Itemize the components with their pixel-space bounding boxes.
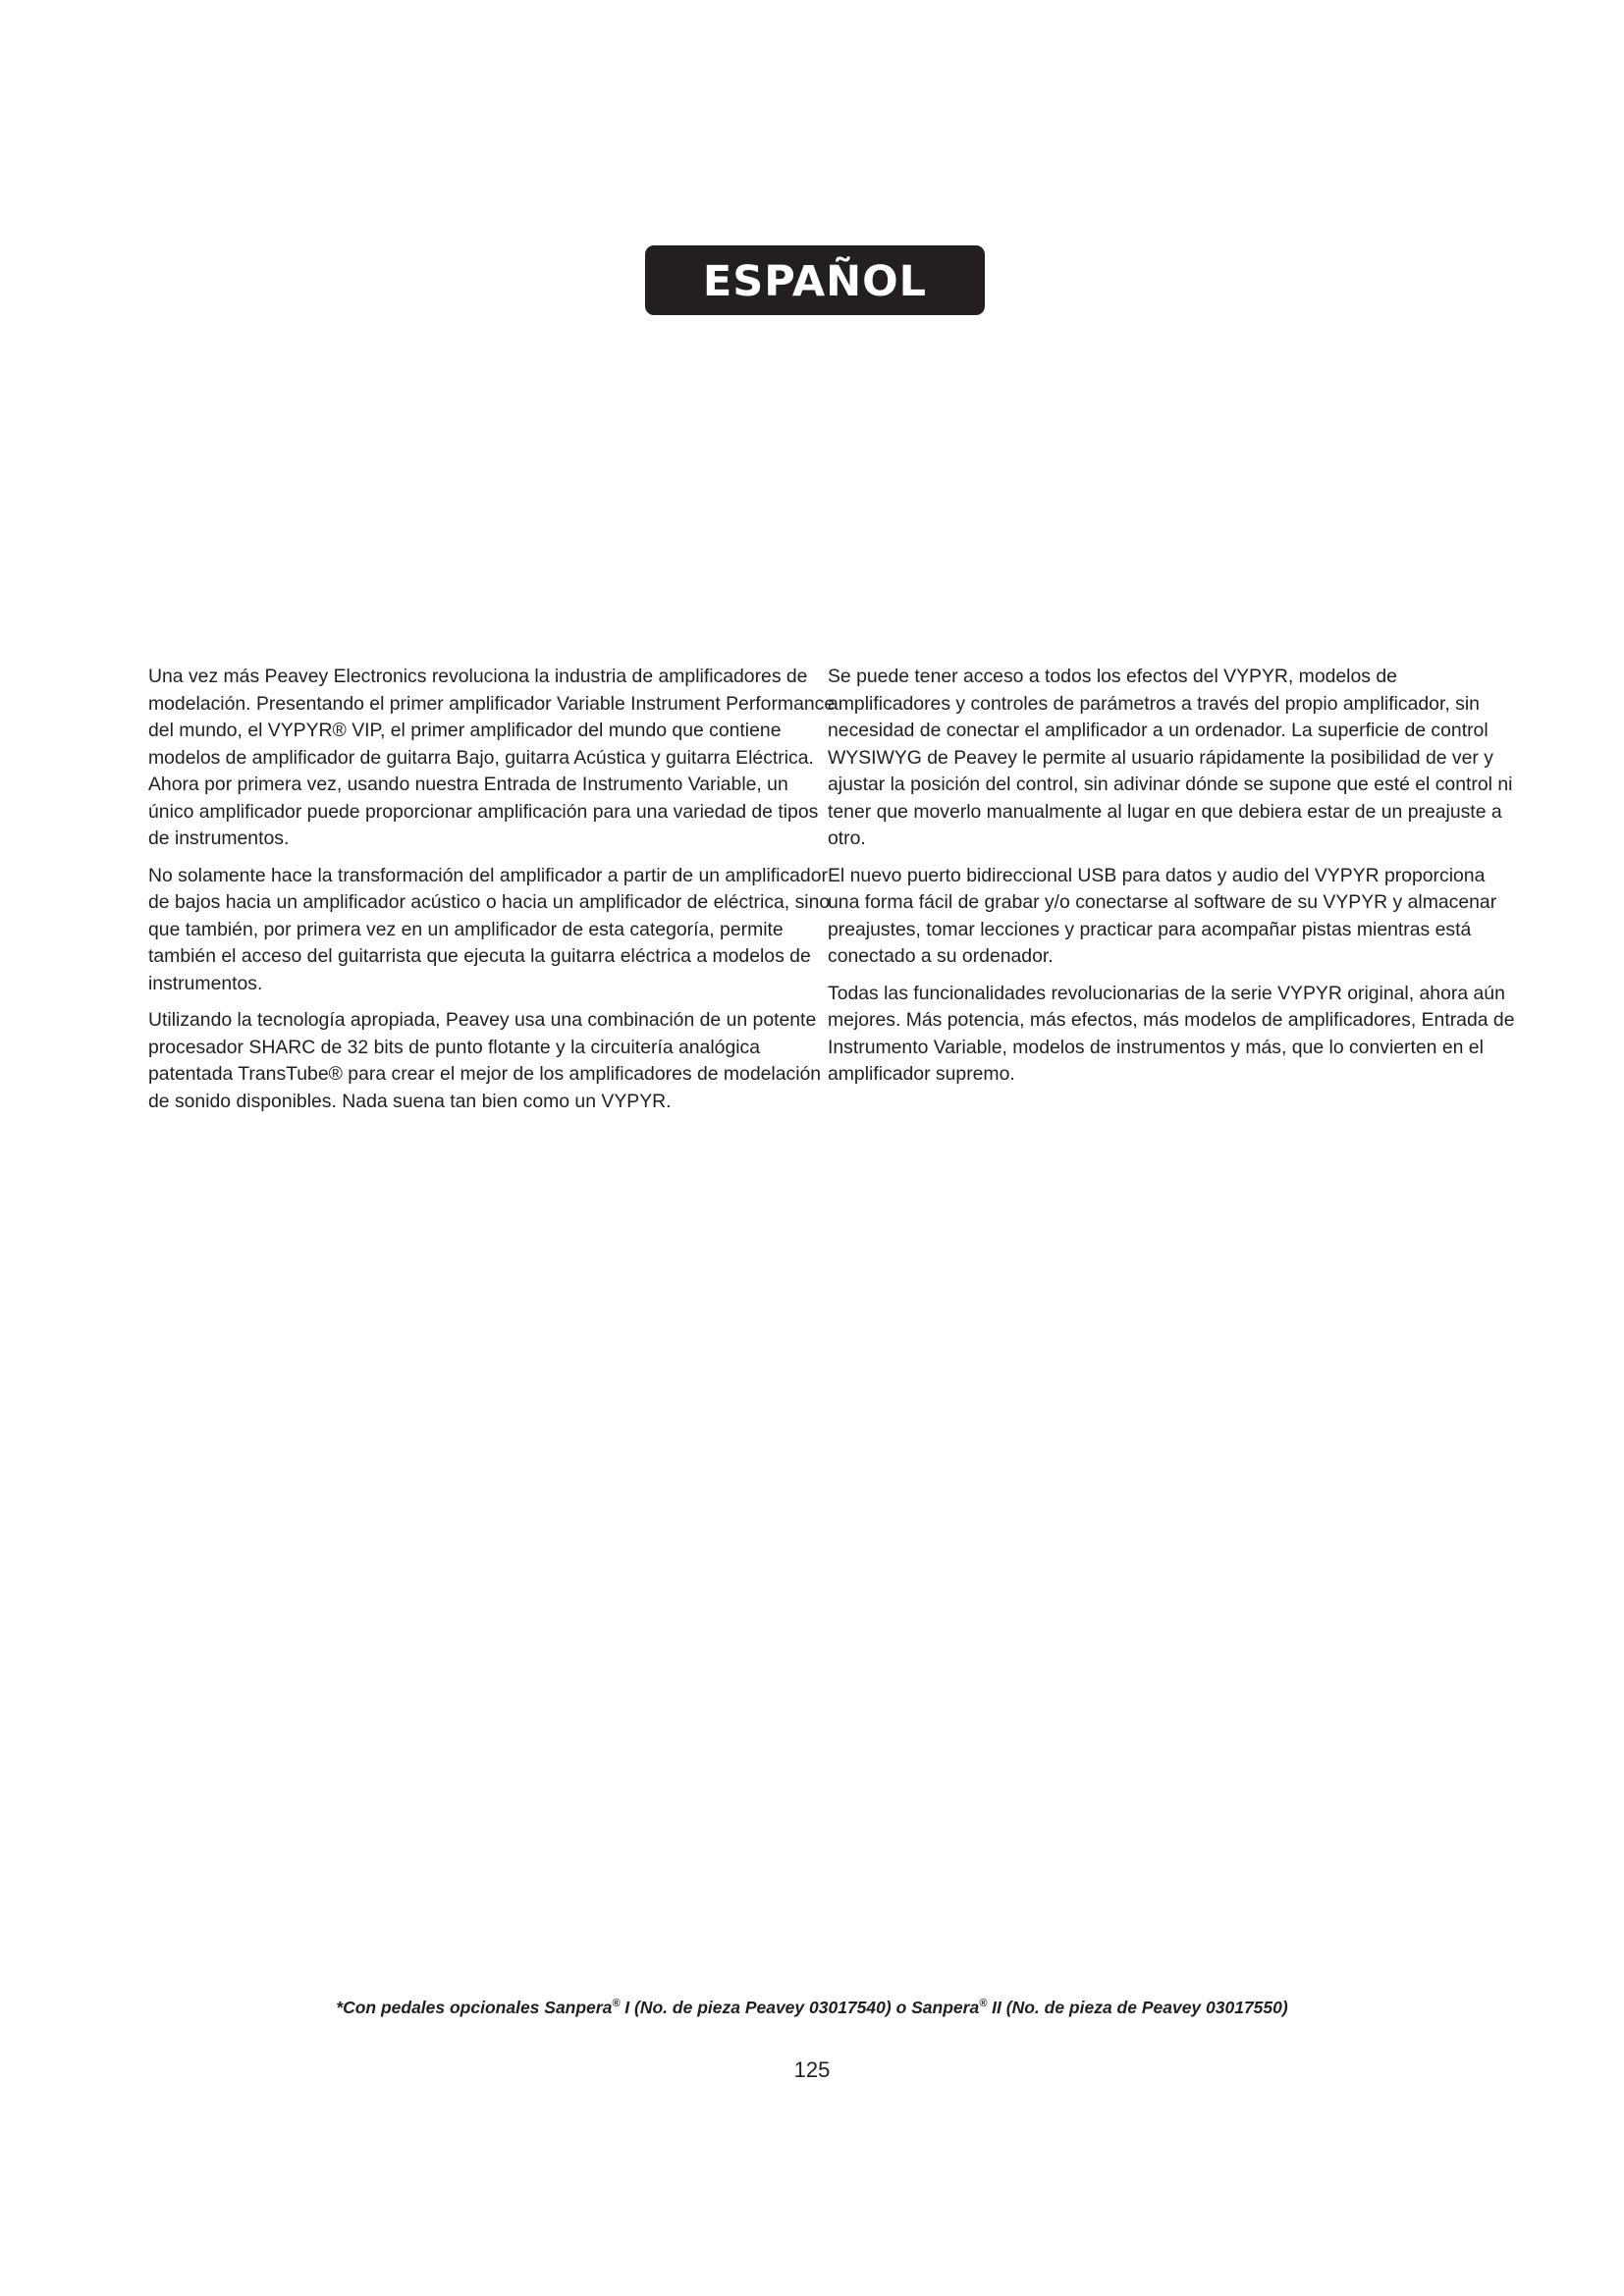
- usb-paragraph: El nuevo puerto bidireccional USB para datos y audio del VYPYR proporciona una forma fácil de grabar y/o conectarse al software de su VYPYR y almacenar preajustes, tomar lecciones y practicar para acompañar pistas mientras está conectado a su ordenador.: [828, 864, 1497, 967]
- features-paragraph: Todas las funcionalidades revolucionarias de la serie VYPYR original, ahora aún mejores. Más potencia, más efectos, más modelos de amplificadores, Entrada de Instrumento Variable, modelos de instrumentos y más, que lo convierten en el amplificador supremo.: [828, 982, 1515, 1085]
- page-number: 125: [793, 2057, 831, 2082]
- footnote-text-1: *Con pedales opcionales Sanpera: [336, 1998, 613, 2017]
- transformation-paragraph: No solamente hace la transformación del amplificador a partir de un amplificador de bajos hacia un amplificador acústico o hacia un amplificador de eléctrica, sino que también, por primera vez en un amplificador de esta categoría, permite también el acceso del guitarrista que ejecuta la guitarra eléctrica a modelos de instrumentos.: [148, 864, 831, 994]
- left-text-column: [148, 664, 836, 1125]
- language-section-header: ESPAÑOL: [645, 245, 985, 315]
- registered-mark: ®: [612, 1998, 621, 2010]
- controls-paragraph: Se puede tener acceso a todos los efectos del VYPYR, modelos de amplificadores y controles de parámetros a través del propio amplificador, sin necesidad de conectar el amplificador a un ordenador. La superficie de control WYSIWYG de Peavey le permite al usuario rápidamente la posibilidad de ver y ajustar la posición del control, sin adivinar dónde se supone que esté el control ni tener que moverlo manualmente al lugar en que debiera estar de un preajuste a otro.: [828, 666, 1513, 849]
- intro-paragraph: Una vez más Peavey Electronics revoluciona la industria de amplificadores de modelación. Presentando el primer amplificador Variable Instrument Performance del mundo, el VYPYR® VIP, el primer amplificador del mundo que contiene modelos de amplificador de guitarra Bajo, guitarra Acústica y guitarra Eléctrica. Ahora por primera vez, usando nuestra Entrada de Instrumento Variable, un único amplificador puede proporcionar amplificación para una variedad de tipos de instrumentos.: [148, 666, 836, 849]
- technology-paragraph: Utilizando la tecnología apropiada, Peavey usa una combinación de un potente procesador SHARC de 32 bits de punto flotante y la circuitería analógica patentada TransTube® para crear el mejor de los amplificadores de modelación de sonido disponibles. Nada suena tan bien como un VYPYR.: [148, 1009, 822, 1112]
- right-text-column: [828, 664, 1515, 1098]
- footnote: [0, 1998, 1624, 2018]
- registered-mark: ®: [979, 1998, 988, 2010]
- footnote-text-2: I (No. de pieza Peavey 03017540) o Sanpera: [620, 1998, 980, 2017]
- footnote-text-3: II (No. de pieza de Peavey 03017550): [987, 1998, 1288, 2017]
